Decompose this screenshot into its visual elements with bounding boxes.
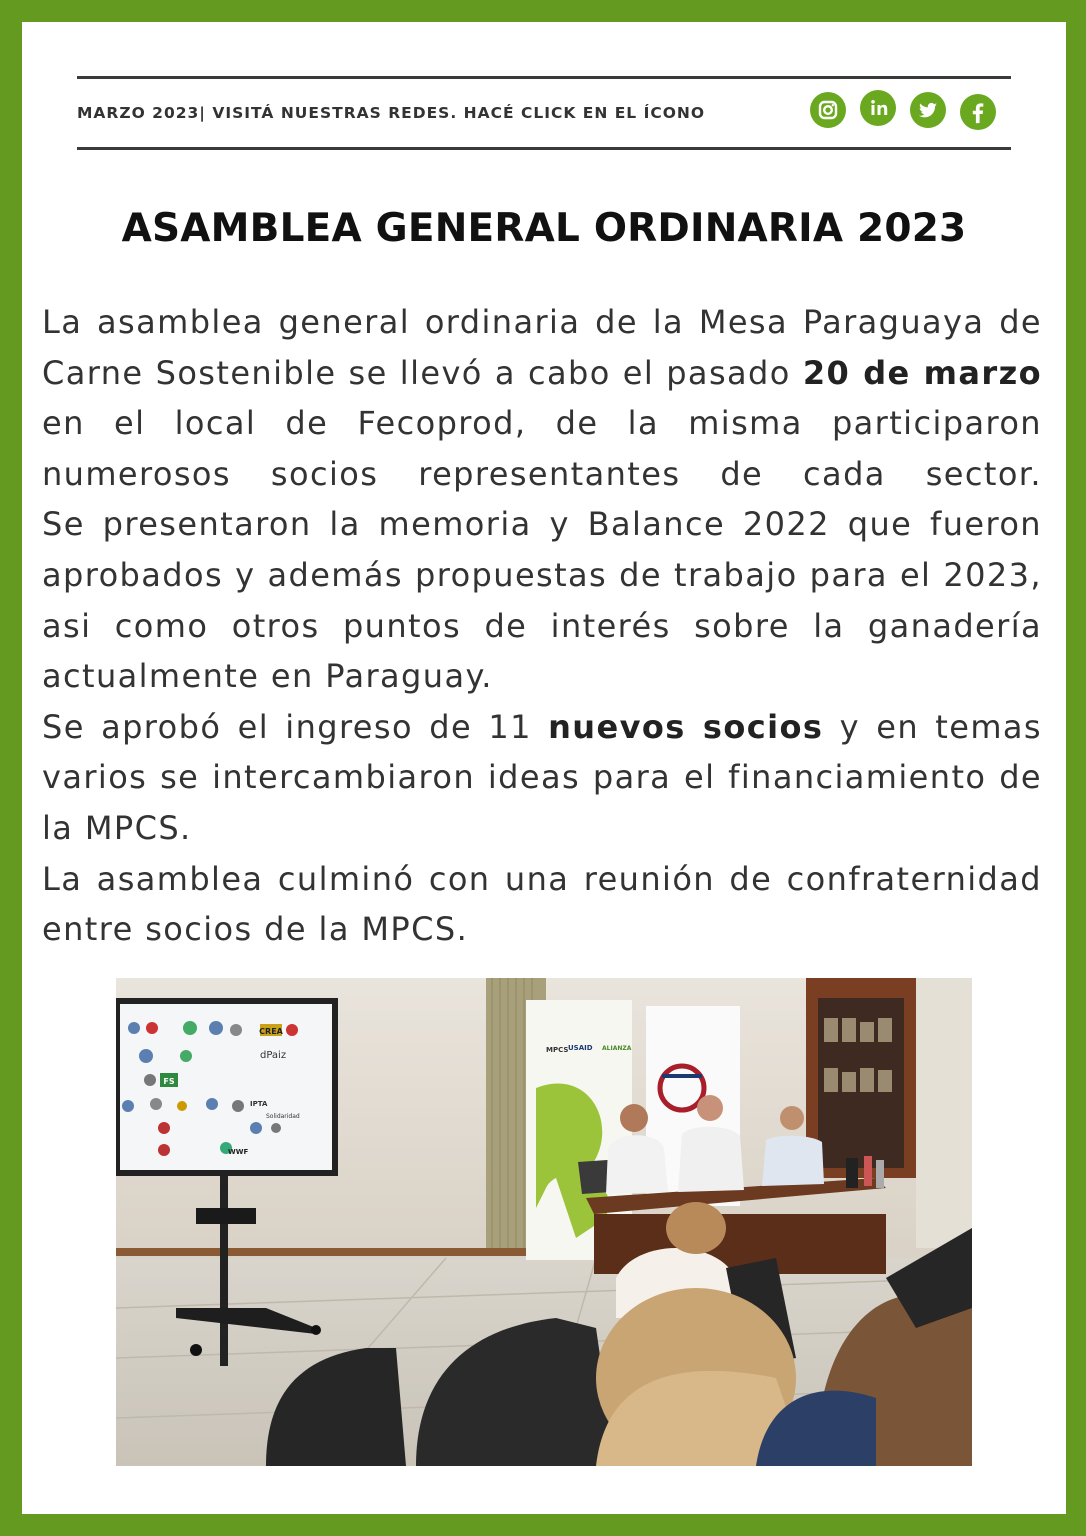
paragraph-4: La asamblea culminó con una reunión de confraternidad entre socios de la MPCS. bbox=[42, 859, 1042, 949]
highlight-date: 20 de marzo bbox=[802, 353, 1042, 392]
newsletter-page bbox=[22, 22, 1066, 1514]
header-bottom-rule bbox=[77, 147, 1011, 150]
screen-logo-solidaridad: Solidaridad bbox=[266, 1113, 300, 1120]
article-body bbox=[42, 297, 1042, 955]
paragraph-1 bbox=[42, 297, 1042, 499]
paragraph-1-text-end: en el local de Fecoprod, de la misma participaron numerosos socios representantes de cada sector. bbox=[42, 404, 1042, 493]
header-date-cta: MARZO 2023| VISITÁ NUESTRAS REDES. HACÉ CLICK EN EL ÍCONO bbox=[77, 104, 706, 122]
article-title: ASAMBLEA GENERAL ORDINARIA 2023 bbox=[121, 206, 967, 251]
assembly-photo bbox=[116, 978, 972, 1466]
screen-logo-fs: FS bbox=[163, 1077, 175, 1086]
screen-logo-dpaiz: dPaiz bbox=[260, 1050, 287, 1061]
header-top-rule bbox=[77, 76, 1011, 79]
paragraph-3-text-end: y en temas varios se intercambiaron ideas para el financiamiento de la MPCS. bbox=[42, 707, 1042, 847]
paragraph-3 bbox=[42, 702, 1042, 854]
paragraph-2: Se presentaron la memoria y Balance 2022 que fueron aprobados y además propuestas de trabajo para el 2023, asi como otros puntos de interés sobre la ganadería actualmente en Paraguay. bbox=[42, 505, 1042, 696]
banner-logo-usaid: USAID bbox=[568, 1044, 593, 1052]
screen-logo-wwf: WWF bbox=[228, 1148, 249, 1156]
facebook-icon[interactable] bbox=[960, 94, 996, 130]
screen-logo-ipta: IPTA bbox=[250, 1100, 268, 1108]
banner-logo-mpcs: MPCS bbox=[546, 1046, 569, 1054]
twitter-icon[interactable] bbox=[910, 92, 946, 128]
screen-logo-crea: CREA bbox=[259, 1027, 283, 1036]
paragraph-1-text: La asamblea general ordinaria de la Mesa Paraguaya de Carne Sostenible se llevó a cabo el pasado bbox=[42, 303, 1042, 392]
assembly-photo-illustration bbox=[116, 978, 972, 1466]
linkedin-icon[interactable] bbox=[860, 90, 896, 126]
highlight-new-members: nuevos socios bbox=[548, 707, 824, 746]
paragraph-3-text: Se aprobó el ingreso de 11 bbox=[42, 707, 549, 746]
instagram-icon[interactable] bbox=[810, 92, 846, 128]
banner-logo-alianza: ALIANZA bbox=[602, 1045, 632, 1052]
